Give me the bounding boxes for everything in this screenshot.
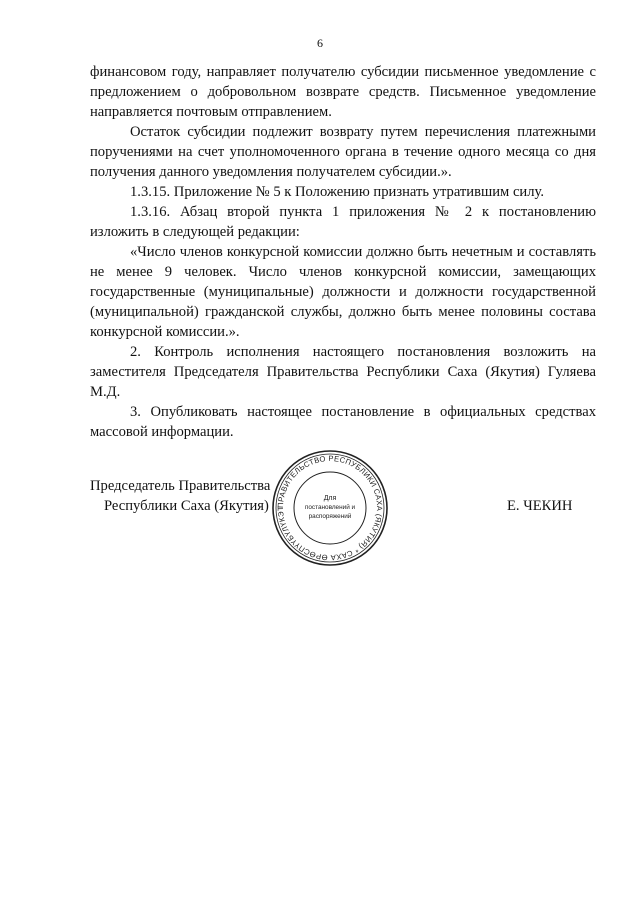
seal-center-line1: Для: [323, 495, 337, 502]
seal-graphic: [271, 449, 389, 567]
paragraph-1-3-16: 1.3.16. Абзац второй пункта 1 приложения № 2 к постановлению изложить в следующей редакции:: [90, 204, 596, 240]
official-seal: [271, 449, 389, 567]
paragraph-subsidy-remainder: Остаток субсидии подлежит возврату путем перечисления платежными поручениями на счет уполномоченного органа в течение одного месяца со дня получения данного уведомления получателем субсидии.».: [90, 124, 596, 180]
signatory-title-line2: Республики Саха (Якутия): [104, 498, 269, 514]
signatory-title-line1: Председатель Правительства: [90, 478, 271, 494]
seal-ring-text: ПРАВИТЕЛЬСТВО РЕСПУБЛИКИ САХА (ЯКУТИЯ) * САХА ӨРӨСПҮҮБҮЛҮКЭТ: [275, 453, 385, 563]
paragraph-publish: 3. Опубликовать настоящее постановление в официальных средствах массовой информации.: [90, 404, 596, 440]
paragraph-continuation: финансовом году, направляет получателю субсидии письменное уведомление с предложением о добровольном возврате средств. Письменное уведомление направляется почтовым отправлением.: [90, 64, 596, 120]
seal-center-line2: постановлений и: [304, 504, 356, 511]
paragraph-commission-quote: «Число членов конкурсной комиссии должно быть нечетным и составлять не менее 9 человек. Число членов конкурсной комиссии, замещающих государственные (муниципальные) должности и должности государственной (муниципальной) гражданской службы, должно быть менее половины состава конкурсной комиссии.».: [90, 244, 596, 340]
document-body: [90, 62, 596, 442]
seal-center-line3: распоряжений: [308, 513, 352, 520]
paragraph-control: 2. Контроль исполнения настоящего постановления возложить на заместителя Председателя Правительства Республики Саха (Якутия) Гуляева М.Д.: [90, 344, 596, 400]
signatory-name: Е. ЧЕКИН: [507, 498, 573, 514]
paragraph-1-3-15: 1.3.15. Приложение № 5 к Положению признать утратившим силу.: [130, 184, 544, 200]
page-number: 6: [317, 36, 323, 50]
